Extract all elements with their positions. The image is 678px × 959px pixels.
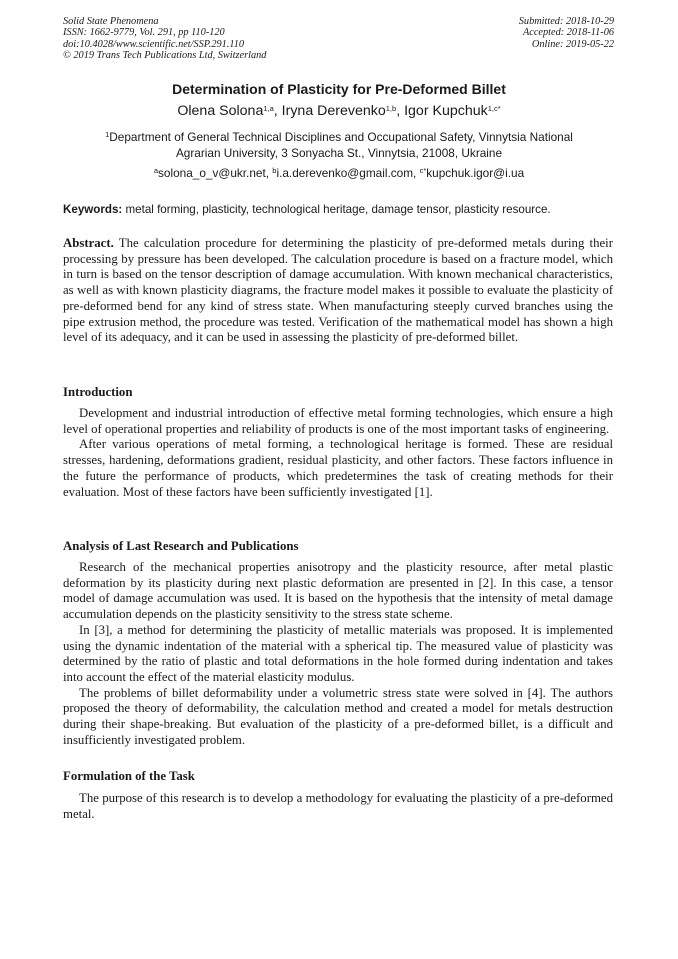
- abstract-text: The calculation procedure for determining the plasticity of pre-deformed metals during their processing by pressure has been developed. The calculation procedure is based on a fracture model, which in turn is based on the tensor description of damage accumulation. With known mechanical characteristics, as well as with known plasticity diagrams, the fracture model makes it possible to evaluate the plasticity of pre-deformed bend for any kind of stress state. When manufacturing steeply curved branches using the pipe extrusion method, the procedure was tested. Verification of the mathematical model has shown a high level of its adequacy, and it can be used in assessing the plasticity of pre-deformed billet.: [63, 236, 613, 345]
- affiliation-superscript: 1: [105, 130, 110, 139]
- author-superscript: 1,a: [263, 104, 274, 113]
- author-superscript: 1,b: [385, 104, 397, 113]
- email-superscript: c*: [419, 166, 427, 175]
- keywords-text: metal forming, plasticity, technological heritage, damage tensor, plasticity resource.: [125, 203, 551, 216]
- publication-dates: [519, 16, 614, 50]
- email-superscript: b: [272, 166, 277, 175]
- author-superscript: 1,c*: [487, 104, 501, 113]
- email-address[interactable]: i.a.derevenko@gmail.com: [276, 166, 414, 180]
- doi-line: doi:10.4028/www.scientific.net/SSP.291.110: [63, 38, 245, 50]
- journal-info: [63, 16, 266, 61]
- affiliation-text: Department of General Technical Disciplines and Occupational Safety, Vinnytsia National Agrarian University, 3 Sonyacha St., Vinnytsia, 21008, Ukraine: [109, 130, 573, 160]
- section-body-introduction: [63, 406, 613, 500]
- section-heading-formulation: Formulation of the Task: [63, 769, 195, 783]
- abstract: [63, 236, 613, 346]
- section-body-formulation: [63, 791, 613, 822]
- paragraph: Research of the mechanical properties anisotropy and the plasticity resource, after metal plastic deformation by its plasticity during next plastic deformation are presented in [2]. In this case, a tensor model of damage accumulation was used. It is based on the hypothesis that the intensity of metal damage accumulation depends on the plasticity sensitivity to the stress state scheme.: [63, 560, 613, 622]
- keywords: [63, 202, 618, 217]
- journal-name: Solid State Phenomena: [63, 16, 159, 27]
- author-name: Igor Kupchuk: [404, 103, 488, 119]
- paragraph: Development and industrial introduction of effective metal forming technologies, which ensure a high level of operational properties and reliability of products is one of the most important tasks of engineering.: [63, 406, 613, 436]
- paragraph: In [3], a method for determining the plasticity of metallic materials was proposed. It is implemented using the dynamic indentation of the material with a spherical tip. The measured value of plasticity was determined by the ratio of plastic and total deformations in the hole formed during indentation and takes into account the effect of the material elasticity modulus.: [63, 622, 613, 684]
- section-body-analysis: [63, 560, 613, 748]
- author-list: Olena Solona$^{1,a}$, Iryna Derevenko$^{1,b}$, Igor Kupchuk$^{1,c*}$: [177, 103, 501, 119]
- paragraph: The problems of billet deformability under a volumetric stress state were solved in [4]. The authors proposed the theory of deformability, the calculation method and created a model for metals destruction during their shape-breaking. But evaluation of the plasticity of a pre-deformed billet, is a difficult and insufficiently investigated problem.: [63, 685, 613, 747]
- paper-title: Determination of Plasticity for Pre-Deformed Billet: [172, 81, 506, 97]
- author-name: Olena Solona: [177, 103, 264, 119]
- paragraph: After various operations of metal forming, a technological heritage is formed. These are residual stresses, hardening, deformations gradient, residual plasticity, and other factors. These factors influence in the future the performance of products, which predetermines the task of creating methods for their evaluation. Most of these factors have been sufficiently investigated [1].: [63, 437, 613, 499]
- abstract-label: Abstract.: [63, 236, 114, 250]
- paragraph: The purpose of this research is to develop a methodology for evaluating the plasticity of a pre-deformed metal.: [63, 791, 613, 821]
- email-address[interactable]: kupchuk.igor@i.ua: [426, 166, 525, 180]
- submitted-date: Submitted: 2018-10-29: [518, 16, 614, 27]
- affiliation: [90, 130, 588, 161]
- accepted-date: Accepted: 2018-11-06: [522, 27, 614, 39]
- issn-line: ISSN: 1662-9779, Vol. 291, pp 110-120: [63, 27, 225, 39]
- email-superscript: a: [153, 166, 158, 175]
- email-list: $^a$solona_o_v@ukr.net, $^b$i.a.derevenko@gmail.com, $^{c*}$kupchuk.igor@i.ua: [153, 166, 525, 180]
- section-heading-analysis: Analysis of Last Research and Publications: [63, 539, 299, 553]
- keywords-label: Keywords:: [63, 203, 123, 216]
- email-address[interactable]: solona_o_v@ukr.net: [158, 166, 266, 180]
- author-name: Iryna Derevenko: [281, 103, 386, 119]
- online-date: Online: 2019-05-22: [531, 38, 614, 50]
- copyright-line: © 2019 Trans Tech Publications Ltd, Switzerland: [63, 49, 267, 61]
- section-heading-introduction: Introduction: [63, 385, 133, 399]
